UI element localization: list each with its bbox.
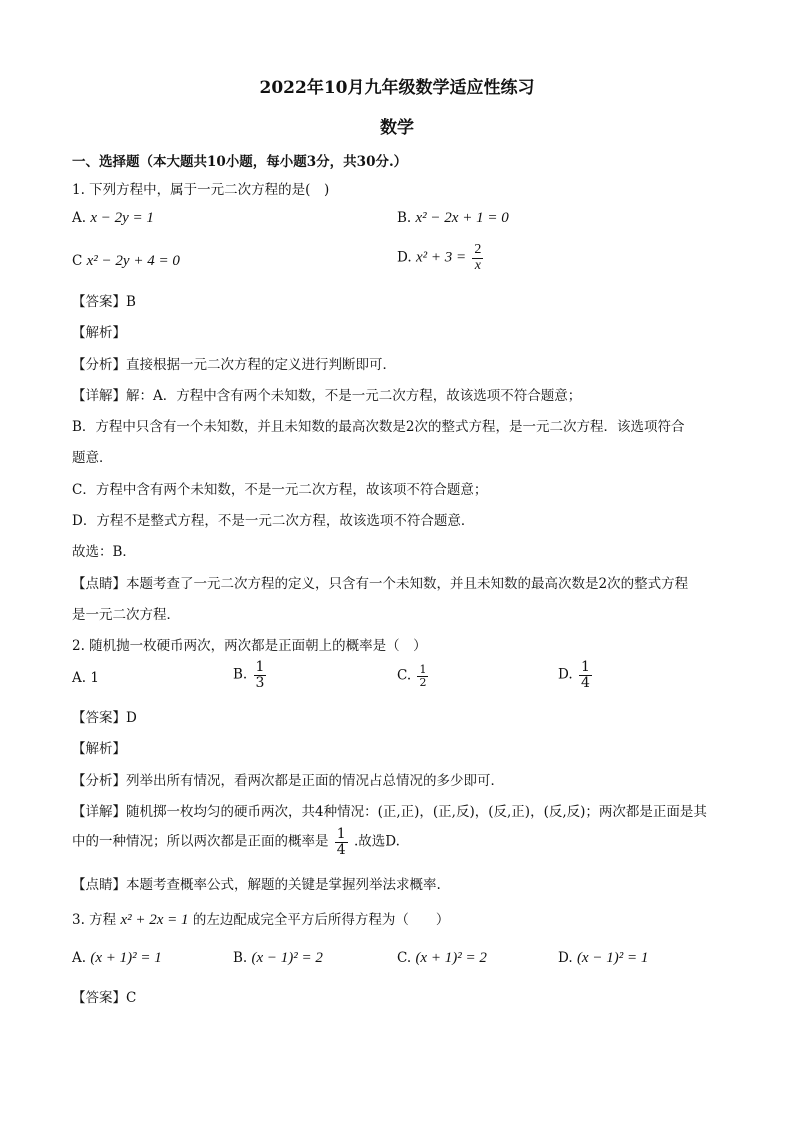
q1-dianjing-text: 本题考查了一元二次方程的定义，只含有一个未知数，并且未知数的最高次数是2次的整式方程 — [126, 576, 689, 592]
q3-option-b-expr: (x − 1)² = 2 — [251, 950, 323, 966]
q1-explain-b-line1: B．方程中只含有一个未知数，并且未知数的最高次数是2次的整式方程，是一元二次方程．该选项符合 — [72, 419, 685, 435]
q2-option-c-fraction — [417, 664, 428, 688]
q2-xiangjie-line1 — [72, 800, 707, 820]
document-title: 2022年10月九年级数学适应性练习 — [259, 78, 535, 98]
q2-option-c — [397, 664, 430, 688]
q1-option-a-expr: x − 2y = 1 — [90, 210, 154, 226]
q2-option-b-numerator: 1 — [255, 659, 265, 675]
q1-fenxi — [72, 353, 396, 373]
q1-option-d — [397, 243, 485, 273]
q1-stem: 1. 下列方程中，属于一元二次方程的是( ) — [72, 182, 330, 198]
q3-option-a-label: A. — [72, 950, 87, 966]
q2-option-d-label: D. — [558, 666, 573, 683]
document-subtitle: 数学 — [380, 118, 414, 138]
q2-answer: 【答案】D — [72, 710, 137, 726]
q3-option-a-expr: (x + 1)² = 1 — [90, 950, 162, 966]
q1-explain-c: C．方程中含有两个未知数，不是一元二次方程，故该项不符合题意； — [72, 482, 488, 498]
q2-option-a: A. 1 — [72, 670, 99, 686]
q2-dianjing-text: 本题考查概率公式，解题的关键是掌握列举法求概率. — [126, 877, 441, 893]
q1-fenxi-tag: 【分析】 — [72, 357, 126, 373]
q1-fenxi-text: 直接根据一元二次方程的定义进行判断即可． — [126, 357, 396, 373]
q2-xiangjie-text: 随机掷一枚均匀的硬币两次，共4种情况：(正,正)，(正,反)，(反,正)，(反,反)；两次都是正面是其 — [126, 804, 707, 820]
q3-option-c-expr: (x + 1)² = 2 — [415, 950, 487, 966]
q2-option-b — [233, 660, 268, 690]
q2-option-d-denominator: 4 — [580, 674, 590, 691]
q2-xiangjie2-right: .故选D. — [354, 833, 400, 850]
q3-option-c — [397, 950, 487, 967]
q1-option-b-expr: x² − 2x + 1 = 0 — [415, 210, 509, 226]
q2-option-b-denominator: 3 — [255, 674, 265, 691]
q1-explain-d: D．方程不是整式方程，不是一元二次方程，故该选项不符合题意． — [72, 513, 475, 529]
q3-option-d-label: D. — [558, 950, 573, 966]
q2-fenxi-tag: 【分析】 — [72, 773, 126, 789]
q1-dianjing-tag: 【点睛】 — [72, 576, 126, 592]
q2-xiangjie2-denominator: 4 — [336, 841, 346, 858]
q2-xiangjie-tag: 【详解】 — [72, 804, 126, 820]
q3-option-c-label: C. — [397, 950, 412, 966]
q3-stem — [72, 908, 449, 929]
q2-stem: 2. 随机抛一枚硬币两次，两次都是正面朝上的概率是（ ） — [72, 638, 427, 654]
q2-option-b-fraction — [254, 660, 267, 690]
q1-guxuan: 故选：B． — [72, 544, 136, 560]
q1-explain-b-line2: 题意． — [72, 450, 113, 466]
q1-option-a-label: A. — [72, 210, 87, 226]
q1-dianjing-line1 — [72, 572, 688, 592]
q2-option-c-label: C. — [397, 667, 412, 684]
q1-xiangjie — [72, 384, 581, 404]
q3-stem-right: 的左边配成完全平方后所得方程为（ ） — [192, 912, 450, 928]
q2-xiangjie2-fraction — [335, 827, 348, 857]
q1-option-c — [72, 253, 180, 270]
q2-option-c-numerator: 1 — [419, 663, 427, 676]
q3-option-a — [72, 950, 162, 967]
q1-option-c-label: C — [72, 253, 83, 269]
q1-option-d-fraction — [472, 243, 483, 273]
section-heading: 一、选择题（本大题共10小题，每小题3分，共30分.） — [72, 154, 408, 170]
q1-option-d-label: D. — [397, 249, 412, 266]
q2-xiangjie2-numerator: 1 — [336, 826, 346, 842]
q3-option-b — [233, 950, 323, 967]
q2-analysis-heading: 【解析】 — [72, 741, 126, 757]
q1-option-b-label: B. — [397, 210, 412, 226]
q2-option-c-denominator: 2 — [419, 675, 427, 689]
q2-fenxi-text: 列举出所有情况，看两次都是正面的情况占总情况的多少即可． — [126, 773, 504, 789]
q2-dianjing-tag: 【点睛】 — [72, 877, 126, 893]
q1-dianjing-line2: 是一元二次方程． — [72, 607, 180, 623]
q1-option-c-expr: x² − 2y + 4 = 0 — [86, 253, 180, 269]
q1-option-b — [397, 210, 509, 227]
q2-xiangjie-line2 — [72, 827, 400, 857]
q1-analysis-heading: 【解析】 — [72, 325, 126, 341]
q2-option-b-label: B. — [233, 666, 248, 683]
q2-option-d-fraction — [579, 660, 592, 690]
q1-option-d-expr: x² + 3 = — [415, 249, 467, 266]
q3-stem-left: 3. 方程 — [72, 912, 117, 928]
q1-xiangjie-text: 解：A．方程中含有两个未知数，不是一元二次方程，故该选项不符合题意； — [126, 388, 582, 404]
q1-option-d-denominator: x — [474, 257, 481, 273]
q3-stem-equation: x² + 2x = 1 — [120, 912, 189, 928]
q3-option-d-expr: (x − 1)² = 1 — [576, 950, 649, 966]
q1-answer: 【答案】B — [72, 294, 136, 310]
q2-dianjing — [72, 873, 441, 893]
q2-option-d — [558, 660, 594, 690]
q2-xiangjie2-left: 中的一种情况；所以两次都是正面的概率是 — [72, 833, 329, 850]
q1-option-a — [72, 210, 154, 227]
q3-answer: 【答案】C — [72, 990, 137, 1006]
q2-fenxi — [72, 769, 504, 789]
q1-xiangjie-tag: 【详解】 — [72, 388, 126, 404]
q2-option-d-numerator: 1 — [580, 659, 590, 675]
q3-option-d — [558, 950, 648, 967]
q1-option-d-numerator: 2 — [474, 242, 482, 257]
q3-option-b-label: B. — [233, 950, 248, 966]
